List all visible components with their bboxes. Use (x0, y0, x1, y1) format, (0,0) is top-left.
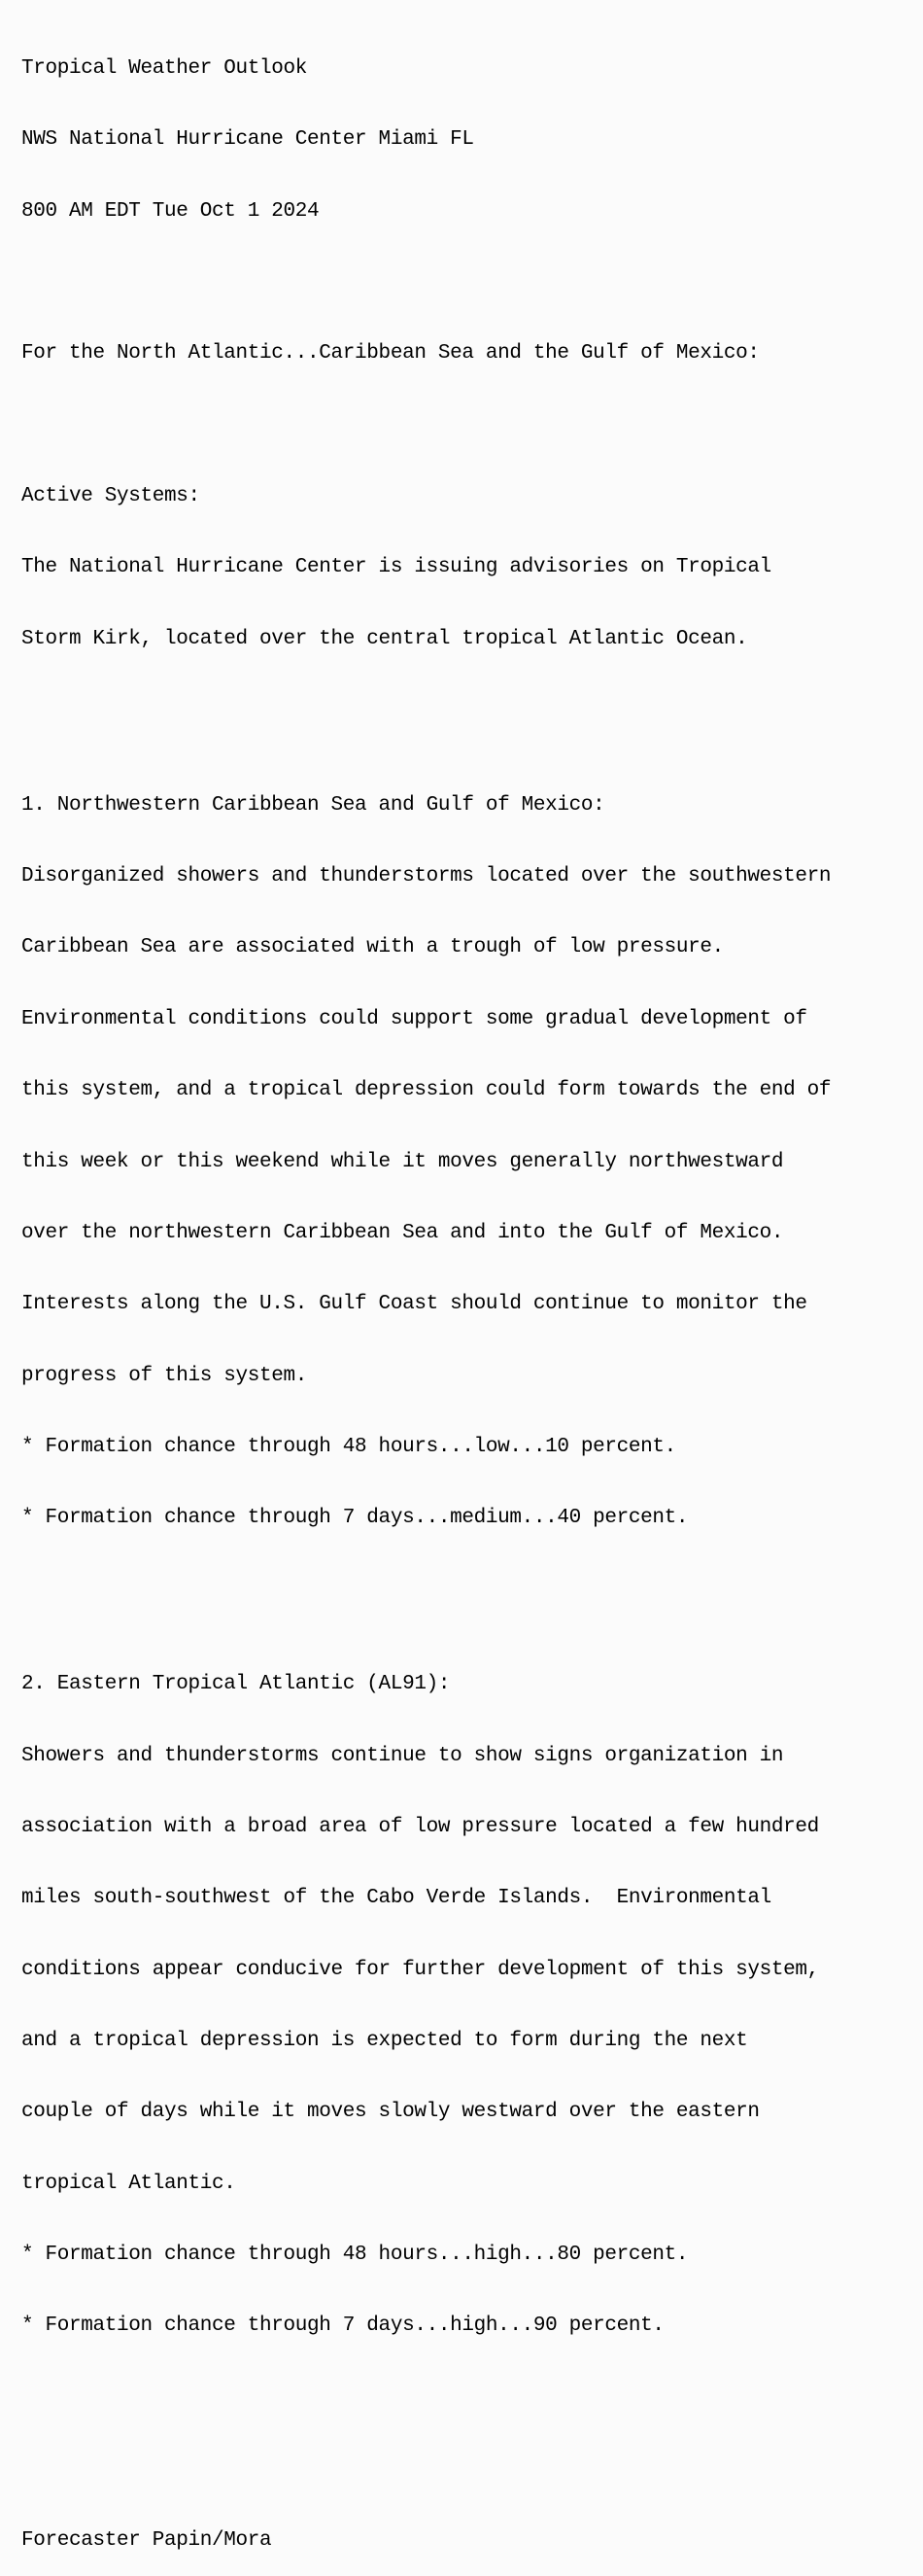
blank-line (21, 414, 831, 437)
disturbance-1-heading: 1. Northwestern Caribbean Sea and Gulf of Mexico: (21, 793, 605, 817)
disturbance-2-line: association with a broad area of low pressure located a few hundred (21, 1816, 819, 1839)
disturbance-2-line: miles south-southwest of the Cabo Verde Islands. Environmental (21, 1887, 771, 1910)
issuing-office: NWS National Hurricane Center Miami FL (21, 128, 474, 152)
disturbance-2-line: and a tropical depression is expected to form during the next (21, 2030, 748, 2053)
disturbance-1-line: over the northwestern Caribbean Sea and into the Gulf of Mexico. (21, 1221, 784, 1244)
outlook-scope: For the North Atlantic...Caribbean Sea and the Gulf of Mexico: (21, 342, 760, 366)
disturbance-1-line: this week or this weekend while it moves generally northwestward (21, 1150, 784, 1173)
blank-line (21, 1579, 831, 1602)
blank-line (21, 271, 831, 295)
disturbance-2-line: tropical Atlantic. (21, 2172, 236, 2195)
disturbance-1-chance-48h: * Formation chance through 48 hours...low...10 percent. (21, 1435, 676, 1458)
outlook-title: Tropical Weather Outlook (21, 56, 308, 80)
disturbance-2-chance-7d: * Formation chance through 7 days...high...90 percent. (21, 2315, 665, 2338)
disturbance-1-line: Disorganized showers and thunderstorms located over the southwestern (21, 865, 832, 888)
disturbance-2-line: couple of days while it moves slowly westward over the eastern (21, 2101, 760, 2124)
outlook-text (21, 10, 831, 2576)
blank-line (21, 2386, 831, 2410)
disturbance-2-chance-48h: * Formation chance through 48 hours...high...80 percent. (21, 2244, 689, 2267)
disturbance-1-line: Interests along the U.S. Gulf Coast should continue to monitor the (21, 1293, 807, 1316)
disturbance-2-line: conditions appear conducive for further development of this system, (21, 1958, 819, 1981)
disturbance-2-heading: 2. Eastern Tropical Atlantic (AL91): (21, 1673, 451, 1696)
disturbance-2-line: Showers and thunderstorms continue to show signs organization in (21, 1744, 784, 1767)
disturbance-1-line: Caribbean Sea are associated with a trough of low pressure. (21, 936, 724, 959)
active-systems-line: The National Hurricane Center is issuing advisories on Tropical (21, 556, 771, 579)
active-systems-heading: Active Systems: (21, 484, 200, 507)
forecaster-signature: Forecaster Papin/Mora (21, 2528, 272, 2552)
disturbance-1-line: progress of this system. (21, 1364, 308, 1387)
active-systems-line: Storm Kirk, located over the central tropical Atlantic Ocean. (21, 627, 748, 650)
blank-line (21, 699, 831, 722)
disturbance-1-line: this system, and a tropical depression could form towards the end of (21, 1079, 832, 1102)
issue-time: 800 AM EDT Tue Oct 1 2024 (21, 199, 320, 223)
disturbance-1-line: Environmental conditions could support some gradual development of (21, 1007, 807, 1030)
disturbance-1-chance-7d: * Formation chance through 7 days...medium...40 percent. (21, 1507, 689, 1530)
blank-line (21, 2457, 831, 2481)
